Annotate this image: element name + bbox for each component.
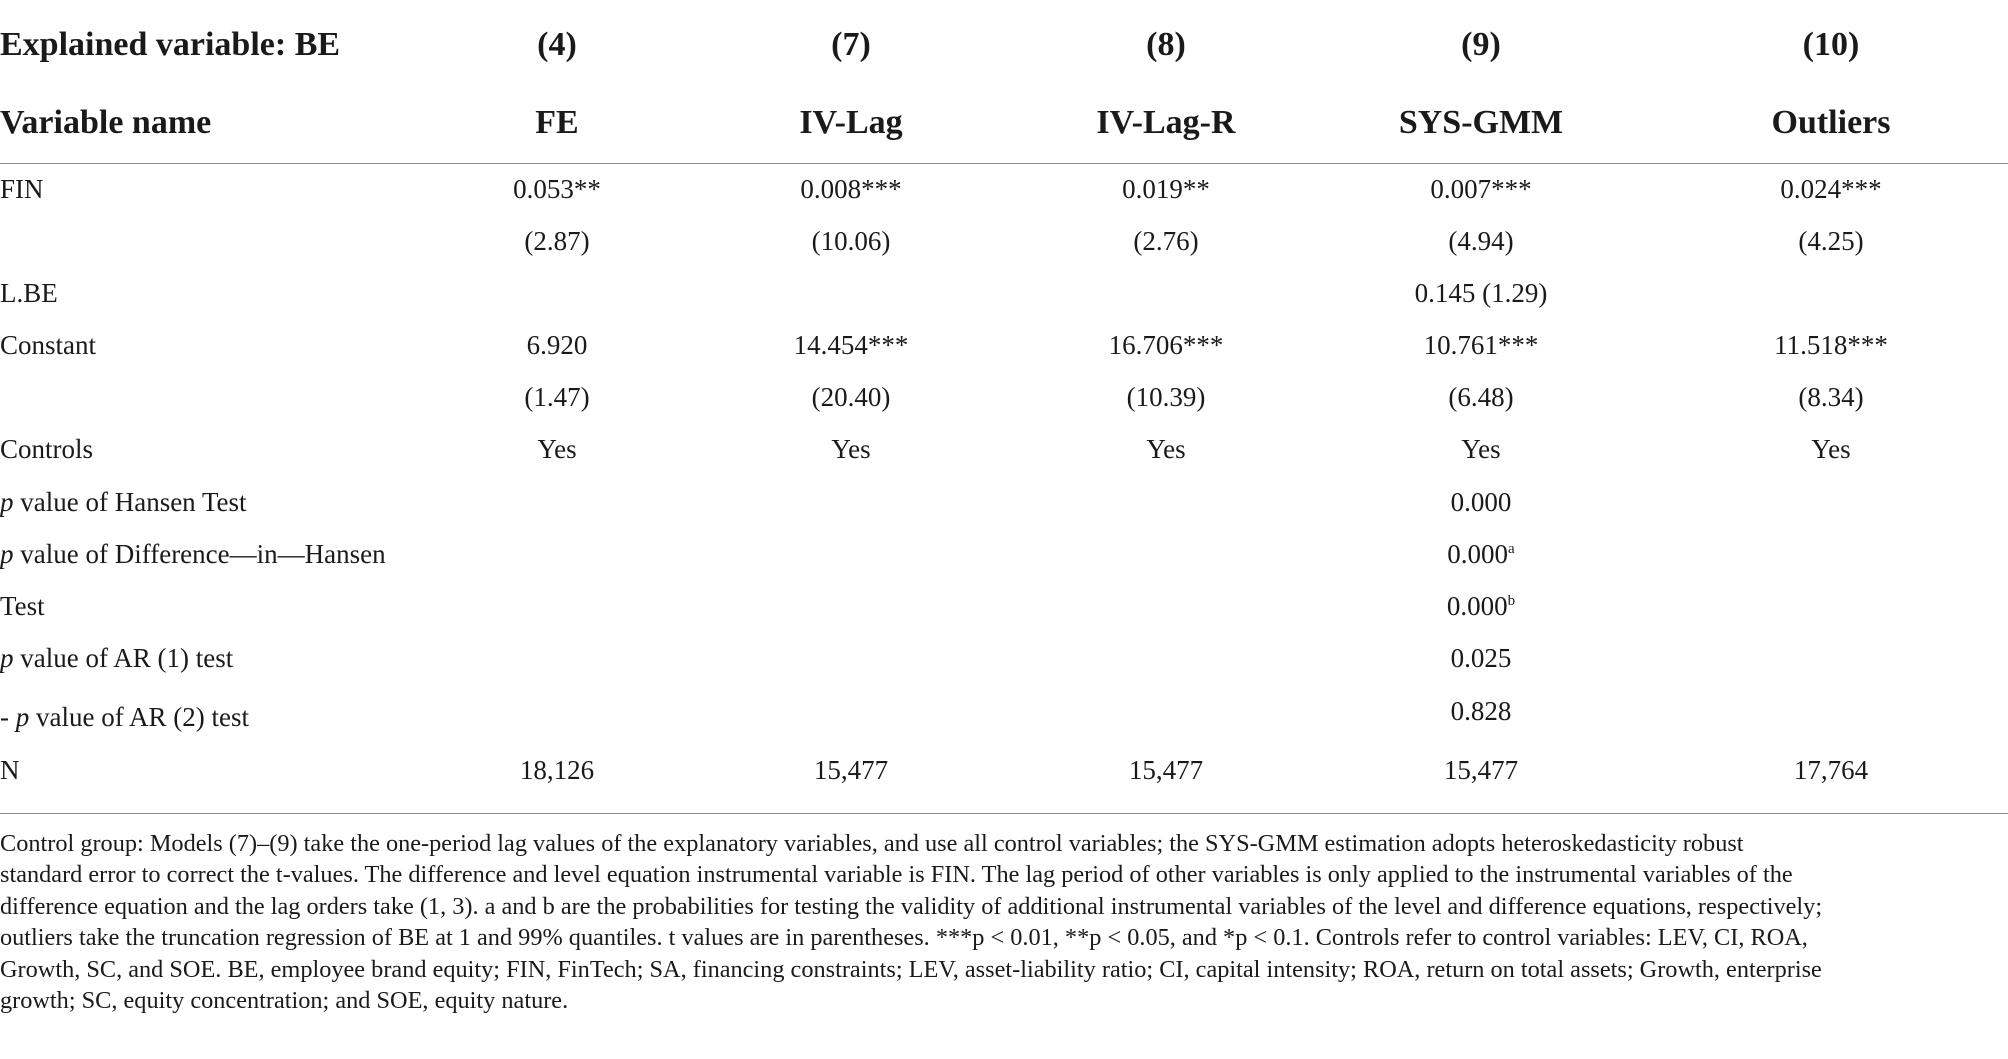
footnote-line: Control group: Models (7)–(9) take the one-period lag values of the explanatory variables, and use all control variables; the SYS-GMM estimation adopts heteroskedasticity robust xyxy=(0,830,1744,857)
test-row xyxy=(0,580,2008,632)
table-cell xyxy=(1351,528,1611,580)
table-cell: 15,477 xyxy=(813,755,889,785)
difference-in-hansen-row xyxy=(0,528,2008,580)
row-label: Test xyxy=(0,591,45,621)
ar1-test-row xyxy=(0,632,2008,684)
table-cell: Yes xyxy=(1811,434,1851,464)
table-cell: 0.145 (1.29) xyxy=(1414,278,1548,308)
table-footnote xyxy=(0,828,2000,1016)
row-label: Controls xyxy=(0,434,94,464)
table-row xyxy=(0,215,2008,267)
table-cell: 17,764 xyxy=(1793,755,1869,785)
table-cell: (10.06) xyxy=(811,226,891,256)
table-cell: (6.48) xyxy=(1448,382,1514,412)
table-cell: 16.706*** xyxy=(1108,330,1224,360)
row-label xyxy=(0,528,386,580)
table-cell: 18,126 xyxy=(519,755,595,785)
col-header-7: (7) xyxy=(831,26,871,63)
table-cell: Yes xyxy=(1461,434,1501,464)
table-cell: 0.828 xyxy=(1450,696,1512,726)
table-cell: (10.39) xyxy=(1126,382,1206,412)
table-cell: 0.019** xyxy=(1122,174,1210,204)
table-cell: (8.34) xyxy=(1798,382,1864,412)
col-name-iv-lag: IV-Lag xyxy=(799,104,903,141)
cell-value: 0.000 xyxy=(1447,539,1509,569)
table-cell: 10.761*** xyxy=(1423,330,1539,360)
header-row-model-numbers xyxy=(0,19,2008,71)
table-cell: (2.87) xyxy=(524,226,590,256)
table-cell: Yes xyxy=(1146,434,1186,464)
table-cell: 6.920 xyxy=(526,330,588,360)
header-row-model-names xyxy=(0,97,2008,149)
table-cell: 14.454*** xyxy=(793,330,909,360)
col-name-iv-lag-r: IV-Lag-R xyxy=(1096,104,1236,141)
col-header-4: (4) xyxy=(537,26,577,63)
table-cell: 0.025 xyxy=(1450,643,1512,673)
table-cell: Yes xyxy=(537,434,577,464)
row-label-prefix: - xyxy=(0,702,16,732)
row-label-text: value of Hansen Test xyxy=(13,487,247,517)
col-name-sys-gmm: SYS-GMM xyxy=(1398,104,1564,141)
table-cell: 0.053** xyxy=(513,174,601,204)
p-symbol: p xyxy=(0,539,14,569)
table-cell: (4.25) xyxy=(1798,226,1864,256)
ar2-test-row xyxy=(0,685,2008,737)
row-label-text: value of Difference—in—Hansen xyxy=(13,539,386,569)
table-row xyxy=(0,267,2008,319)
footnote-line: Growth, SC, and SOE. BE, employee brand equity; FIN, FinTech; SA, financing constraints; LEV, asset-liability ratio; CI, capital intensity; ROA, return on total assets; Growth, enterprise xyxy=(0,955,1822,983)
p-symbol: p xyxy=(0,487,14,517)
table-cell: 11.518*** xyxy=(1774,330,1888,360)
p-symbol: p xyxy=(0,643,14,673)
table-cell: 0.007*** xyxy=(1430,174,1532,204)
n-row xyxy=(0,744,2008,796)
footer-divider xyxy=(0,813,2008,814)
row-label xyxy=(0,476,247,528)
footnote-line: difference equation and the lag orders take (1, 3). a and b are the probabilities for testing the validity of additional instrumental variables of the level and difference equations, respectively; xyxy=(0,892,1823,920)
table-row xyxy=(0,423,2008,475)
table-row xyxy=(0,319,2008,371)
table-cell: 0.008*** xyxy=(800,174,902,204)
table-cell: 0.024*** xyxy=(1780,174,1882,204)
row-label-text: value of AR (1) test xyxy=(13,643,234,673)
row-label xyxy=(0,632,233,684)
row-label: FIN xyxy=(0,174,44,204)
hansen-test-row xyxy=(0,476,2008,528)
col-header-9: (9) xyxy=(1461,26,1501,63)
table-cell: (1.47) xyxy=(524,382,590,412)
col-name-fe: FE xyxy=(535,104,579,141)
table-row xyxy=(0,163,2008,215)
footnote-line: standard error to correct the t-values. The difference and level equation instrumental variable is FIN. The lag period of other variables is only applied to the instrumental variables of the xyxy=(0,861,1793,889)
col-name-outliers: Outliers xyxy=(1771,104,1891,141)
table-cell xyxy=(1351,580,1611,632)
table-cell: (20.40) xyxy=(811,382,891,412)
table-cell: Yes xyxy=(831,434,871,464)
table-cell: 15,477 xyxy=(1443,755,1519,785)
table-cell: 0.000 xyxy=(1450,487,1512,517)
table-cell: (4.94) xyxy=(1448,226,1514,256)
row-label xyxy=(0,691,249,743)
table-row xyxy=(0,371,2008,423)
row-label: Constant xyxy=(0,330,97,360)
row-label: L.BE xyxy=(0,278,58,308)
col-header-8: (8) xyxy=(1146,26,1186,63)
explained-variable-label: Explained variable: BE xyxy=(0,26,341,63)
footnote-line: growth; SC, equity concentration; and SOE, equity nature. xyxy=(0,987,569,1015)
p-symbol: p xyxy=(15,702,30,732)
footnote-line: outliers take the truncation regression of BE at 1 and 99% quantiles. t values are in parentheses. ***p < 0.01, **p < 0.05, and *p < 0.1. Controls refer to control variables: LEV, CI, ROA, xyxy=(0,924,1808,952)
table-cell: (2.76) xyxy=(1133,226,1199,256)
footnote-marker: b xyxy=(1507,593,1516,609)
table-cell: 15,477 xyxy=(1128,755,1204,785)
row-label: N xyxy=(0,755,20,785)
variable-name-label: Variable name xyxy=(0,104,212,141)
col-header-10: (10) xyxy=(1802,26,1860,63)
row-label-text: value of AR (2) test xyxy=(29,702,249,732)
footnote-marker: a xyxy=(1508,541,1515,557)
cell-value: 0.000 xyxy=(1446,591,1508,621)
